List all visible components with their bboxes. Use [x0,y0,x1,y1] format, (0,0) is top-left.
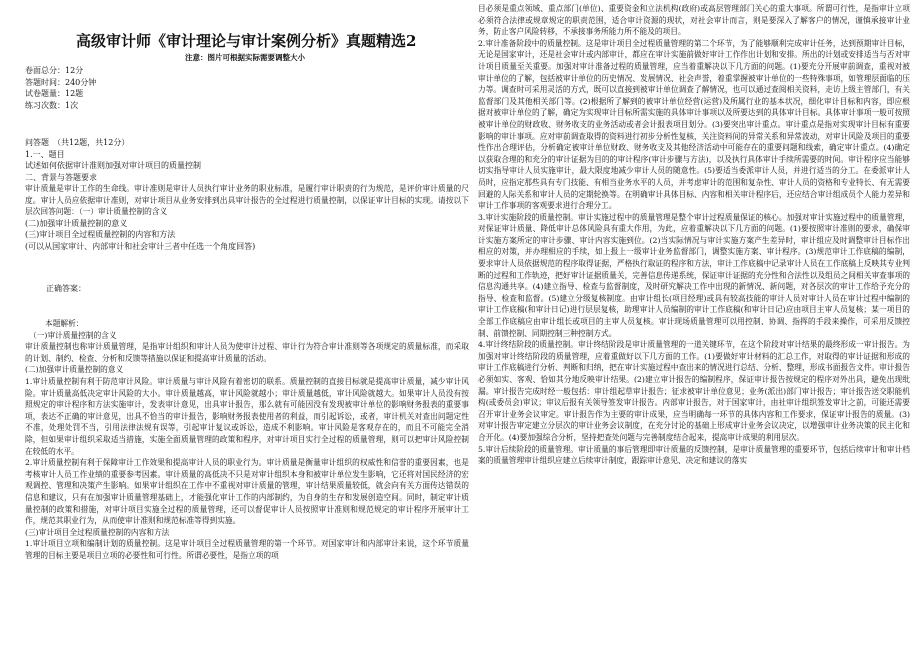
question-section [25,137,469,252]
question-line: 1.一、题目 [25,149,65,159]
analysis-paragraph: 4.审计终结阶段的质量控制。审计终结阶段是审计质量管理的一道关键环节，在这个阶段对审计结果的最终形成一审计报告。为加强对审计终结阶段的质量管理，应着重做好以下几方面的工作。(1)要做好审计材料的汇总工作，对取得的审计证据和形成的审计工作底稿进行分析、判断和归纳，把在审计实施过程中查出来的情况进行总结、分析、整理，形成书面报告文件。审计报告必须如实、客观、恰如其分地反映审计结果。(2)建立审计报告的编制程序，保证审计报告按规定的程序对外出具，避免出现纰漏。审计报告完成时经一般包括：审计组起草审计报告；征求被审计单位意见；业务(派出)部门审计报告；审计报告送交职能机构(或委员会)审议；审议后报有关领导签发审计报告。内部审计报告，对于国家审计，由社审计组织签发审计之前，可能还需要召开审计业务会议审定。审计报告作为主要的审计成果，应当明确每一环节的具体内容和工作要求，保证审计报告的质量。(3)对审计报告审定建立分层次的审计业务会议制度，在充分讨论的基础上形成审计业务会议决定，以增强审计业务决策的民主化和合开化。(4)要加强综合分析，坚持把查处问题与完善制度结合起来，提高审计成果的利用层次。 [478,340,910,442]
meta-practice-count: 练习次数：1次 [25,100,79,110]
exam-meta [25,65,96,111]
analysis-paragraph: 5.审计后续阶段的质量管理。审计质量的事后管理即审计质量的反馈控制，是审计质量管理的重要环节，包括后续审计和审计档案的质量管理审计组织应建立后续审计制度，跟踪审计意见、决定和建议的落实 [478,444,910,466]
analysis-paragraph: 3.审计实施阶段的质量控制。审计实施过程中的质量管理是整个审计过程质量保证的核心。加强对审计实施过程中的质量管理，对保证审计质量、降低审计总体风险具有重大作用，为此，应着重解决以下几方面的问题。(1)要按照审计准则的要求，确保审计实施方案所定的审计步骤、审计内容实施到位。(2)当实际情况与审计实施方案产生差异时，审计组应及时调整审计目标作出相应的对策，并办理相应的手续，如上报上一级审计业务监督部门，调整实施方案、审计程序。(3)规范审计工作底稿的编制，要求审计人员依据规范的程序取得证据，严格执行取证的程序和方法，审计工作底稿中记录审计人员在工作底稿上反映其专业判断的过程和工作轨迹，把好审计证据质量关，完善信息传递系统，保证审计证据的充分性和合法性以及组员之间相关审查事项的信息沟通共享。(4)建立指导、检查与监督制度，及时研究解决工作中出现的新情况、新问题，对各层次的审计工作给予充分的指导、检查和监督。(5)建立分级复核制度。由审计组长(项目经理)或具有较高技能的审计人员对审计人员在审计过程中编制的审计工作底稿(和审计日记)进行层层复核，助理审计人员编制的审计工作底稿(和审计日记)应由项目主审人员复核；某一项目的全部工作底稿应由审计组长或项目的主审人员复核。审计现场质量管理可以用控制、协调、指挥的手段来操作，可采用反馈控制、前馈控制、同期控制三种控制方式。 [478,212,910,338]
analysis-subheading: (三)审计项目全过程质量控制的内容和方法 [25,527,170,537]
analysis-paragraph: 2.审计质量控制有利于保障审计工作效果和提高审计人员的职业行为。审计质量是衡量审计组织的权威性和信誉的重要因素，也是考核审计人员工作业绩的重要参考因素。审计质量的高低决不只是对审计组织本身和被审计单位发生影响，它还将对国民经济的宏观调控、管理和决策产生影响。如果审计组织在工作中不重视对审计质量的管理，审计结果质量较低，就会向有关方面传达错误的信息和建议，只有在加强审计质量管理基础上，才能强化审计工作的内部制约，为自身的生存和发展创造空间。同时，制定审计质量控制的政策和措施，对审计项目实施全过程的质量管理，还可以督促审计人员按照审计准则和规范规定的审计程序开展审计工作，规范其职业行为，从而使审计准则和规范标准等得到实施。 [25,458,469,526]
analysis-paragraph: 2.审计准备阶段中的质量控制。这是审计项目全过程质量管理的第二个环节，为了能够顺利完成审计任务，达到预期审计目标，无论是国家审计，还是社会审计或内部审计，都应在审计实施前做好审计工作作出计划和安排。所出的计划或安排适当与否对审计项目质量至关重要。加强对审计准备过程的质量管理，应当着重解决以下几方面的问题。(1)要充分开展审前调查，重视对被审计单位的了解，包括被审计单位的历史情况、发展情况、社会声誉，着重掌握被审计单位的一些特殊事项，如管理层面临的压力等。调查时可采用灵活的方式，既可以直接到被审计单位调查了解情况，也可以通过查阅相关资料，走访上级主管部门，有关监督部门及其他相关部门等。(2)根据所了解到的被审计单位经营(运营)及所属行业的基本状况，细化审计目标和内容，即应根据对被审计单位的了解，确定为实现审计目标所需实施的具体审计事项以及所要达到的具体审计目标。具体审计事项一般可按照被审计单位的财政收、财务收支的业务活动或者会计报表项目划分。(3)要突出审计重点。审计重点是指对实现审计目标有重要影响的审计事项。应对审前调查取得的资料进行初步分析性复核，关注资料间的异常关系和异常波动，对审计风险及项目的重要性作出合理评估，分析确定被审计单位财政、财务收支及其他经济活动中可能存在的重要问题和线索，确定审计重点。(4)确定以获取合理的和充分的审计证据为目的的审计程序(审计步骤与方法)，以及执行具体审计手续所需要的时间。审计程序应当能够切实指导审计人员实施审计，最大限度地减少审计人员的随意性。(5)要适当委派审计人员，并进行适当的分工。在委派审计人员时，应指定那些具有专门技能、有相当业务水平的人员，并考虑审计的范围和复杂性、审计人员的资格和专业特长、有无需要回避的人际关系和审计人员的定期轮换等。在明确审计具体目标、内容和相关审计程序后，还应结合审计组成员个人能力差异和审计工作事项的客观要求进行合理分工。 [478,38,910,211]
analysis-paragraph: 审计质量控制也称审计质量管理，是指审计组织和审计人员为使审计过程、审计行为符合审计准则等各项规定的质量标准，而采取的计划、制约、检查、分析和反馈等措施以保证和提高审计质量的活动。 [25,342,469,363]
question-background: 审计质量是审计工作的生命线。审计准则是审计人员执行审计业务的职业标准，是履行审计职责的行为规范，是评价审计质量的尺度。审计人员应依据审计准则，对审计项目从业务安排到出具审计报告的全过程进行质量控制，以保证审计目标的实现。请按以下层次回答问题：（一）审计质量控制的含义 [25,184,469,217]
question-header: 问答题 （共12题，共12分） [25,138,130,147]
question-item: (可以从国家审计、内部审计和社会审计三者中任选一个角度回答) [25,241,256,251]
question-line: 试述如何依据审计准则加强对审计项目的质量控制 [25,161,201,170]
meta-time: 答题时间：240分钟 [25,77,97,87]
meta-question-count: 试卷题量：12题 [25,89,84,99]
analysis-subheading: (二)加强审计质量控制的意义 [25,365,124,375]
analysis-left [25,318,469,561]
analysis-subheading: （一)审计质量控制的含义 [29,330,117,340]
analysis-paragraph: 1.审计质量控制有利于防范审计风险。审计质量与审计风险有着密切的联系。质量控制的直接目标就是提高审计质量，减少审计风险。审计质量高低决定审计风险的大小。审计质量越高，审计风险就越小；审计质量越低，审计风险就越大。如果审计人员没有按照规定的审计程序和方法实施审计，发表审计意见，出具审计报告，那么就有可能因没有发现被审计单位的影响财务报表的重要事项，表达不正确的审计意见，出具不恰当的审计报告，影响财务报表使用者的利益，而引起诉讼，或者，审计机关对查出问题定性不准，处理处罚不当，引用法律法规有误等，引起审计复议或诉讼，造成不利影响。审计风险是客观存在的，而且不可能完全消除，但如果审计组织采取适当措施，实施全面质量管理的政策和程序，对审计项目实行全过程的质量管理，则可以把审计风险控制在较低的水平。 [25,376,469,456]
right-column [478,3,910,651]
question-item: (二)加强审计质量控制的意义 [25,218,128,228]
analysis-paragraph: 目必须是重点领域、重点部门(单位)、重要资金和立法机构(政府)或高层管理部门关心的重大事项。所谓可行性，是指审计立项必须符合法律或规章规定的职责范围，适合审计资源的现状，对社会审计而言，则是要深入了解客户的情况，谨慎承接审计业务，防止客户风险转移，不承接事务所能力所不能及的项目。 [478,4,910,37]
question-item: (三)审计项目全过程质量控制的内容和方法 [25,230,176,240]
document-subtitle: 注意：图片可根据实际需要调整大小 [185,53,305,62]
document-title: 高级审计师《审计理论与审计案例分析》真题精选2 [76,32,417,50]
answer-label: 正确答案： [46,284,86,293]
question-line: 二、背景与答题要求 [25,172,97,182]
analysis-paragraph: 1.审计项目立项和编制计划的质量控制。这是审计项目全过程质量管理的第一个环节。对国家审计和内部审计来说，这个环节质量管理的目标主要是项目立项的必要性和可行性。所谓必要性，是指立项的项 [25,539,469,560]
analysis-heading: 本题解析： [45,319,84,328]
meta-total-score: 卷面总分：12分 [25,66,84,75]
